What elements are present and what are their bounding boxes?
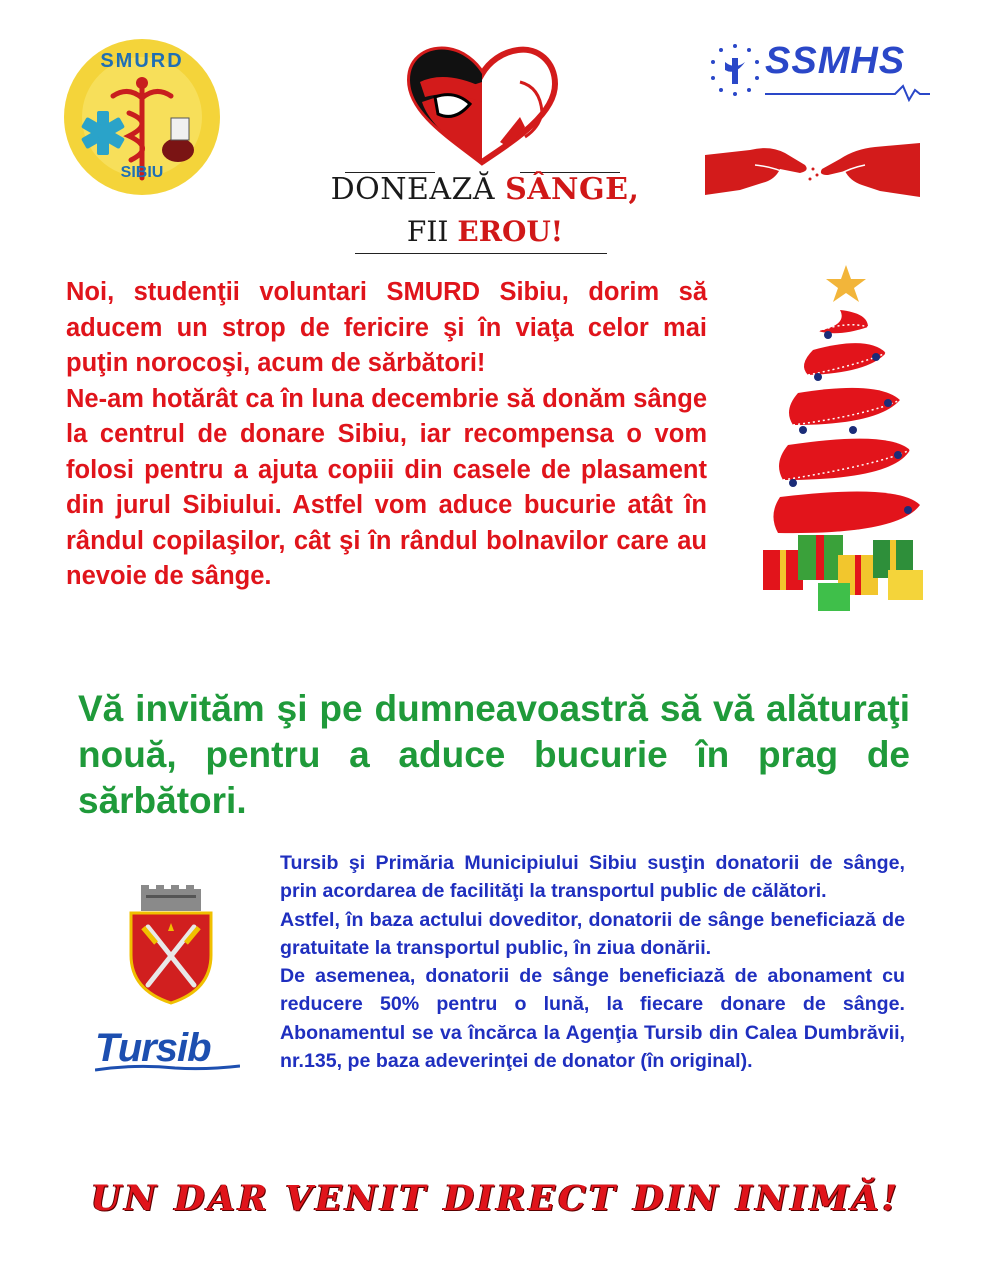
tursib-logo [95,1026,240,1076]
smurd-logo [63,38,221,196]
slogan-word-hero: EROU! [457,215,564,248]
volunteers-plan: Ne-am hotărât ca în luna decembrie să donăm sânge la centrul de donare Sibiu, iar recompensa o vom folosi pentru a ajuta copiii din casele de plasament din jurul Sibiului. Astfel vom aduce bucurie atât în rândul copilaşilor, cât şi în rândul bolnavilor care au nevoie de sânge. [66,384,707,590]
volunteers-intro: Noi, studenţii voluntari SMURD Sibiu, dorim să aducem un strop de fericire şi în viaţa celor mai puţin norocoşi, acum de sărbători! [66,278,707,377]
slogan-word-blood: SÂNGE, [505,172,640,207]
heart-mask-logo [400,42,565,172]
slogan-rule-bottom [355,253,607,254]
volunteers-message [66,275,707,595]
sibiu-coat-of-arms [126,885,216,1005]
transport-free-ride: Astfel, în baza actului doveditor, donatorii de sânge beneficiază de gratuitate la transportul public, în ziua donării. [280,908,905,959]
slogan-line-2 [330,215,640,248]
slogan-word-donate: DONEAZĂ [330,172,496,207]
smurd-city: SIBIU [120,164,164,181]
christmas-tree-image [758,265,930,615]
footer-slogan: UN DAR VENIT DIRECT DIN INIMĂ! [90,1178,901,1219]
transport-support: Tursib şi Primăria Municipiului Sibiu susţin donatorii de sânge, prin acordarea de facilităţi la transportul public de călători. [280,852,905,903]
transport-info [280,849,905,1075]
slogan-word-be: FII [406,215,449,248]
invitation-message: Vă invităm şi pe dumneavoastră să vă alăturaţi nouă, pentru a aduce bucurie în prag de sărbători. [78,688,910,821]
slogan-line-1 [330,172,640,207]
transport-discount: De asemenea, donatorii de sânge beneficiază de abonament cu reducere 50% pentru o lună, la fiecare donare de sânge. Abonamentul se va încărca la Agenţia Tursib din Calea Dumbrăvii, nr.135, pe baza adeverinţei de donator (în original). [280,965,905,1073]
ssmhs-logo [705,40,930,100]
tursib-wordmark: Tursib [95,1026,211,1070]
ssmhs-title: SSMHS [765,40,906,82]
hands-image [700,135,925,205]
smurd-title: SMURD [100,50,184,72]
